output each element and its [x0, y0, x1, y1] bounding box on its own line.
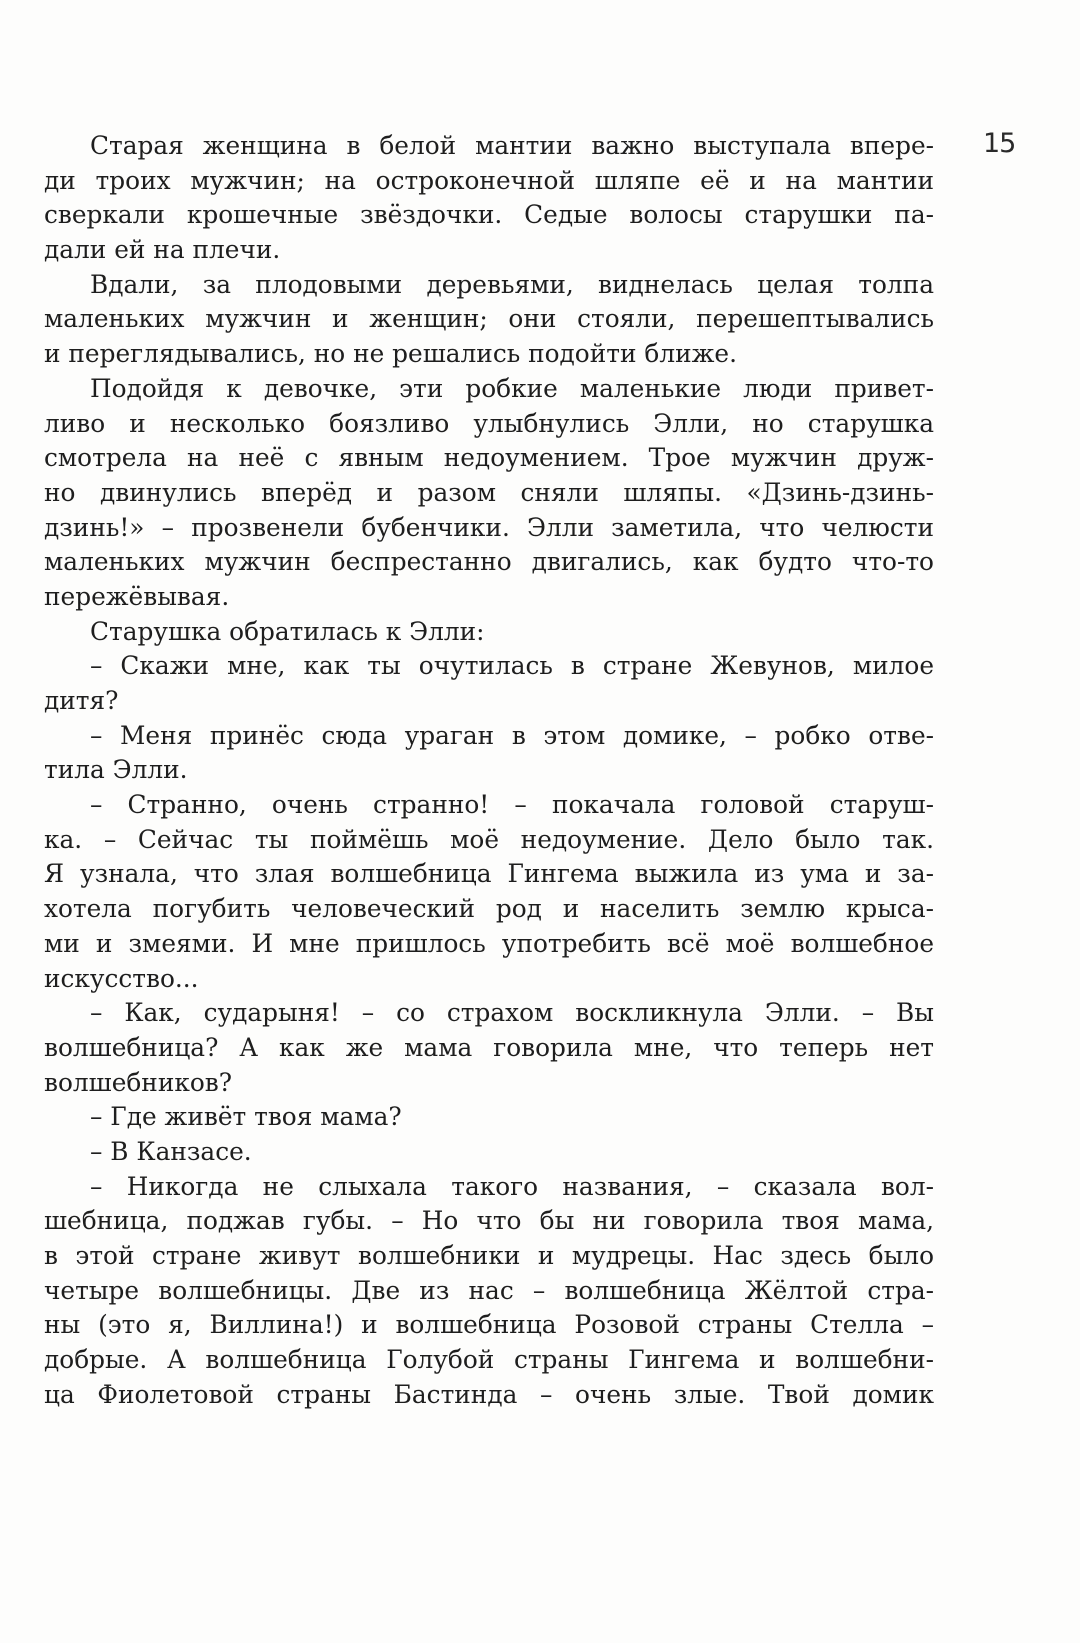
text-line: – Никогда не слыхала такого названия, – сказала вол- — [90, 1171, 934, 1201]
text-line: Вдали, за плодовыми деревьями, виднелась целая толпа — [90, 269, 934, 299]
text-line: сверкали крошечные звёздочки. Седые волосы старушки па- — [44, 200, 934, 230]
text-line: волшебников? — [44, 1067, 233, 1097]
text-line: пережёвывая. — [44, 581, 230, 611]
text-line: Я узнала, что злая волшебница Гингема выжила из ума и за- — [44, 859, 934, 889]
text-line: шебница, поджав губы. – Но что бы ни говорила твоя мама, — [44, 1206, 934, 1236]
text-line: ди троих мужчин; на остроконечной шляпе её и на мантии — [44, 165, 934, 195]
page-number: 15 — [983, 128, 1016, 159]
text-line: четыре волшебницы. Две из нас – волшебница Жёлтой стра- — [44, 1275, 934, 1305]
text-line: – Странно, очень странно! – покачала головой старуш- — [90, 790, 934, 820]
text-line: добрые. А волшебница Голубой страны Гингема и волшебни- — [44, 1345, 934, 1375]
text-line: – Как, сударыня! – со страхом воскликнула Элли. – Вы — [90, 998, 934, 1028]
text-line: ми и змеями. И мне пришлось употребить всё моё волшебное — [44, 928, 934, 958]
text-line: но двинулись вперёд и разом сняли шляпы. «Дзинь-дзинь- — [44, 477, 934, 507]
text-line: ны (это я, Виллина!) и волшебница Розовой страны Стелла – — [44, 1310, 934, 1340]
text-line: дитя? — [44, 686, 119, 715]
text-line: – Скажи мне, как ты очутилась в стране Жевунов, милое — [90, 651, 934, 681]
text-line: в этой стране живут волшебники и мудрецы. Нас здесь было — [44, 1241, 934, 1270]
text-line: тила Элли. — [44, 755, 188, 785]
text-line: Старая женщина в белой мантии важно выступала впере- — [90, 131, 934, 160]
text-line: Подойдя к девочке, эти робкие маленькие люди привет- — [90, 373, 934, 403]
text-line: хотела погубить человеческий род и населить землю крыса- — [44, 894, 934, 924]
text-line: – Где живёт твоя мама? — [90, 1102, 402, 1132]
text-line: волшебница? А как же мама говорила мне, что теперь нет — [44, 1032, 934, 1062]
text-line: и переглядывались, но не решались подойти ближе. — [44, 339, 737, 369]
text-line: ца Фиолетовой страны Бастинда – очень злые. Твой домик — [44, 1379, 934, 1409]
text-line: ливо и несколько боязливо улыбнулись Элли, но старушка — [44, 408, 934, 438]
text-line: Старушка обратилась к Элли: — [90, 616, 485, 646]
text-line: ка. – Сейчас ты поймёшь моё недоумение. Дело было так. — [44, 824, 934, 854]
text-line: смотрела на неё с явным недоумением. Трое мужчин друж- — [44, 443, 934, 473]
text-line: дзинь!» – прозвенели бубенчики. Элли заметила, что челюсти — [44, 512, 934, 542]
text-line: – В Канзасе. — [90, 1136, 252, 1166]
text-line: маленьких мужчин и женщин; они стояли, перешептывались — [44, 304, 934, 334]
text-line: дали ей на плечи. — [44, 235, 281, 265]
text-line: маленьких мужчин беспрестанно двигались, как будто что-то — [44, 547, 934, 577]
body-text — [44, 129, 934, 1412]
text-line: – Меня принёс сюда ураган в этом домике, – робко отве- — [90, 720, 934, 750]
text-line: искусство... — [44, 963, 199, 993]
